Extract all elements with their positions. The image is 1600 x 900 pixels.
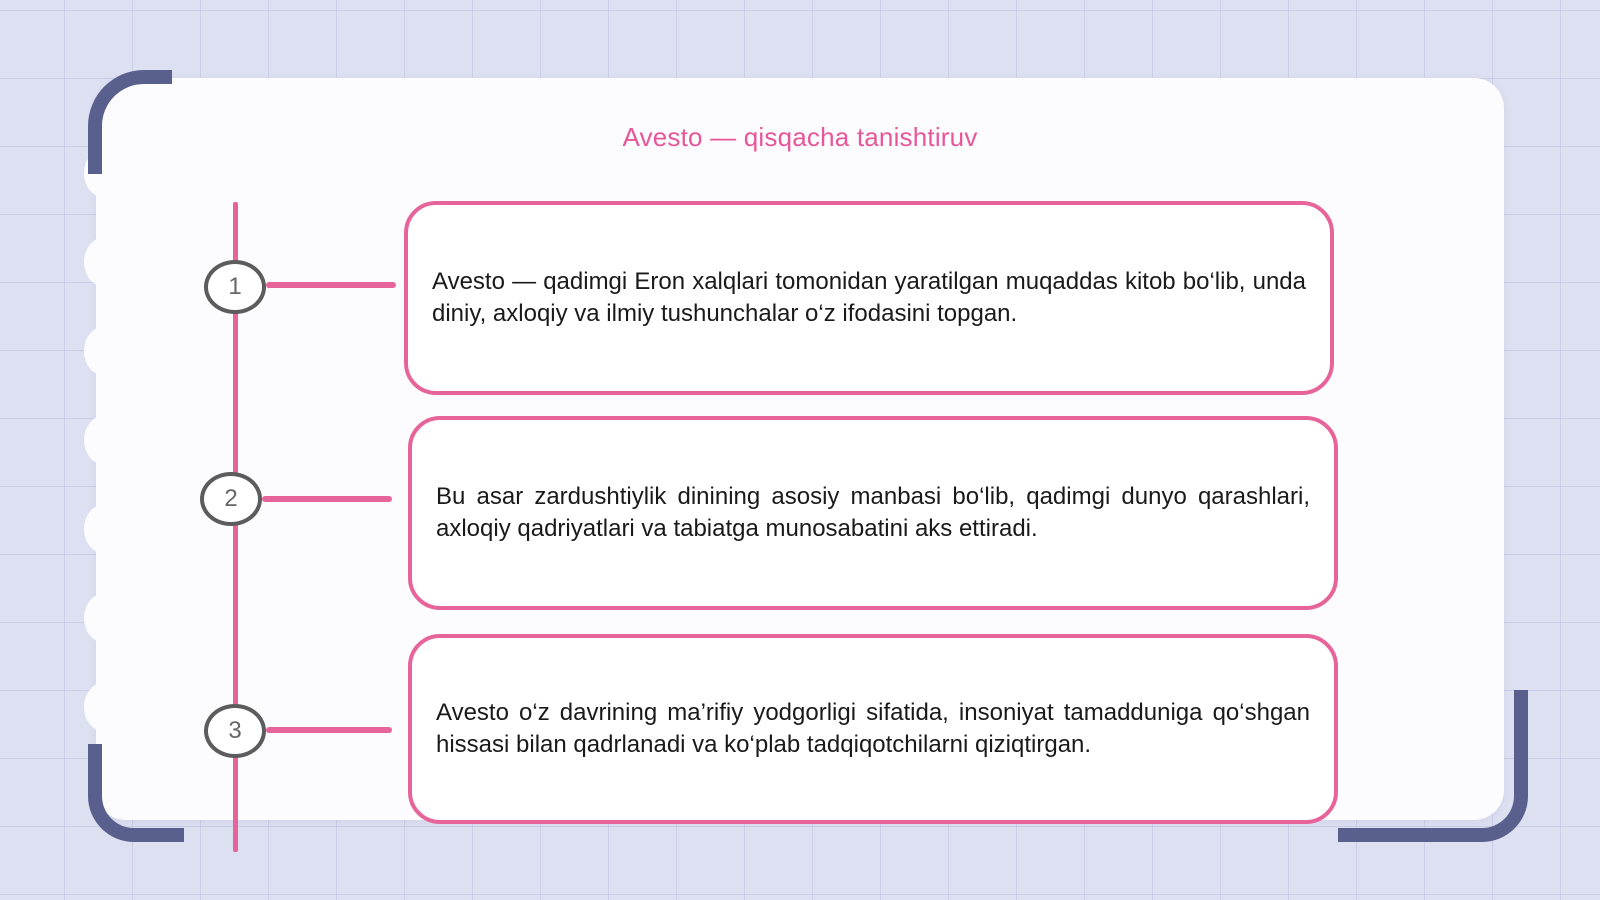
- card-edge-scallop: [84, 504, 126, 554]
- card-edge-scallop: [84, 682, 126, 732]
- step-marker-3: 3: [204, 704, 266, 758]
- card-edge-scallop: [84, 415, 126, 465]
- corner-bracket-bottom-right: [1338, 690, 1528, 842]
- card-edge-scallop: [84, 326, 126, 376]
- corner-bracket-bottom-left: [88, 744, 184, 842]
- timeline-connector-2: [262, 496, 392, 502]
- info-box-text-1: Avesto — qadimgi Eron xalqlari tomonidan yaratilgan muqaddas kitob bo‘lib, unda diniy, axloqiy va ilmiy tushunchalar o‘z ifodasini topgan.: [432, 268, 1306, 327]
- timeline-connector-1: [266, 282, 396, 288]
- card-edge-scallop: [84, 593, 126, 643]
- card-edge-scallop: [84, 237, 126, 287]
- info-box-text-2: Bu asar zardushtiylik dinining asosiy manbasi bo‘lib, qadimgi dunyo qarashlari, axloqiy qadriyatlari va tabiatga munosabatini aks ettiradi.: [436, 483, 1310, 542]
- info-box-3: [408, 634, 1338, 824]
- info-box-2: [408, 416, 1338, 610]
- slide-title: Avesto — qisqacha tanishtiruv: [622, 122, 978, 152]
- timeline-connector-3: [266, 727, 392, 733]
- step-marker-2: 2: [200, 472, 262, 526]
- info-box-1: [404, 201, 1334, 395]
- info-box-text-3: Avesto o‘z davrining ma’rifiy yodgorligi sifatida, insoniyat tamadduniga qo‘shgan hissasi bilan qadrlanadi va ko‘plab tadqiqotchilarni qiziqtirgan.: [436, 699, 1310, 758]
- step-marker-1: 1: [204, 260, 266, 314]
